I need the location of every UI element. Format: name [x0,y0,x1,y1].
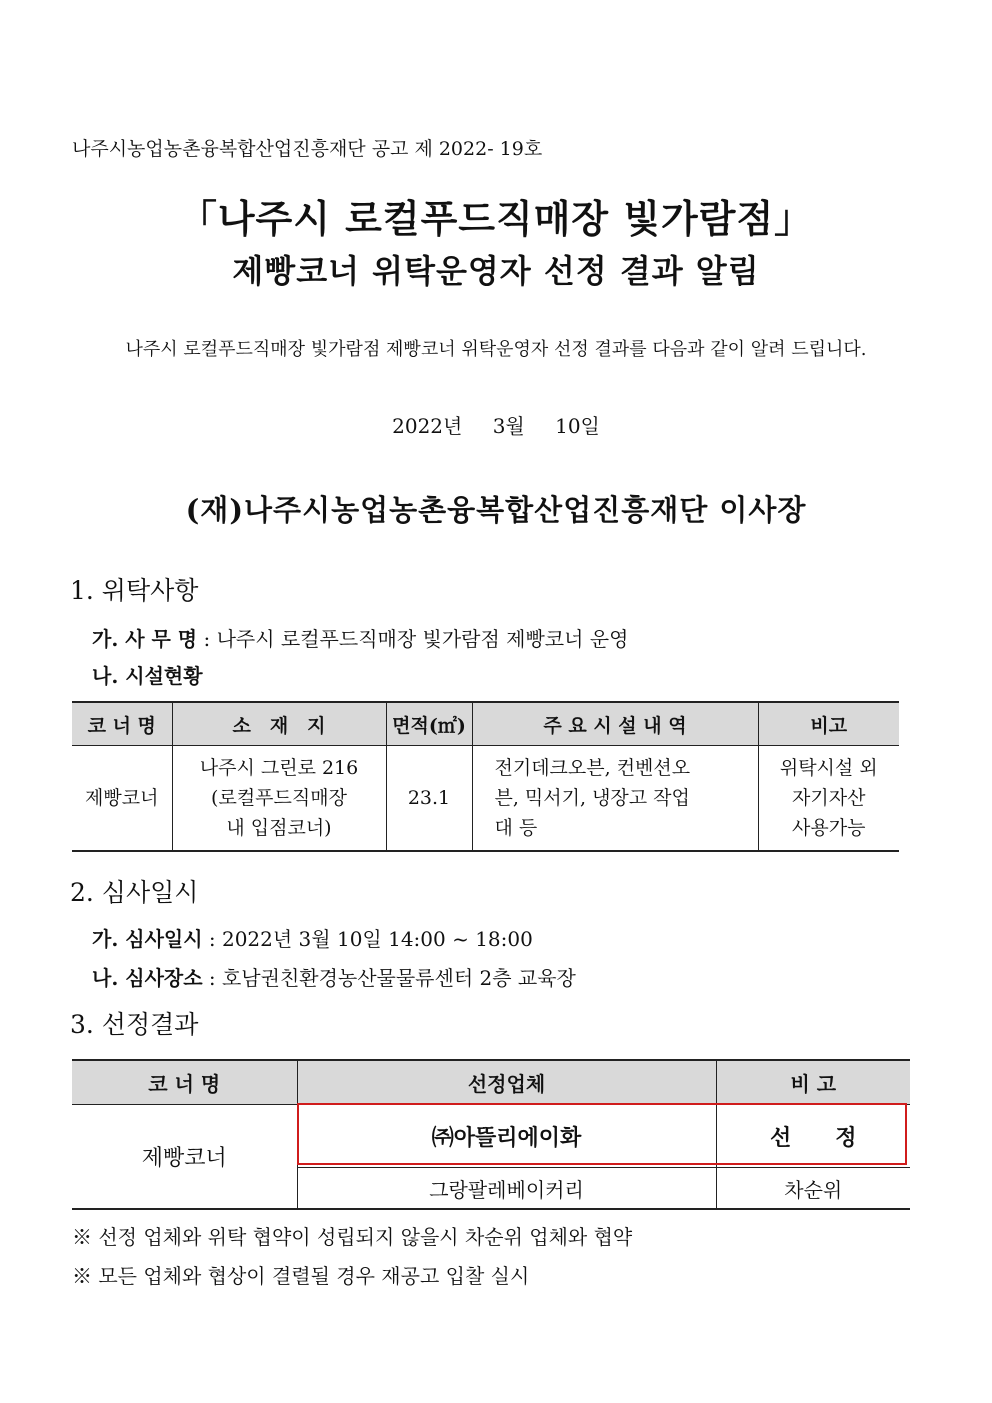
location-line: 내 입점코너) [226,817,332,839]
location-line: 나주시 그린로 216 [199,757,359,779]
organization-signature: (재)나주시농업농촌융복합산업진흥재단 이사장 [185,493,807,527]
section2-item-b [92,962,576,991]
cell-runnerup-remark: 차순위 [716,1168,910,1210]
section2-item-a [92,923,533,952]
facilities-line: 븐, 믹서기, 냉장고 작업 [494,787,690,809]
item-label: 가. 사 무 명 [92,627,198,651]
notice-number: 나주시농업농촌융복합산업진흥재단 공고 제 2022- 19호 [72,138,543,160]
item-label: 나. 시설현황 [92,664,203,688]
header-corner: 코 너 명 [72,702,172,746]
facility-table [72,701,899,852]
item-value: : 2022년 3월 10일 14:00 ~ 18:00 [208,927,533,951]
page-title: 「나주시 로컬푸드직매장 빛가람점」 [178,197,814,241]
remark-line: 사용가능 [792,817,866,839]
cell-corner: 제빵코너 [72,1105,297,1210]
item-label: 나. 심사장소 [92,966,203,990]
cell-facilities [472,746,758,852]
cell-runnerup-company: 그랑팔레베이커리 [297,1168,716,1210]
section-heading-1: 1. 위탁사항 [70,576,199,605]
note-line: ※ 모든 업체와 협상이 결렬될 경우 재공고 입찰 실시 [72,1264,530,1288]
header-facilities: 주 요 시 설 내 역 [472,702,758,746]
section-heading-3: 3. 선정결과 [70,1010,199,1039]
remark-line: 위탁시설 외 [779,757,878,779]
header-company: 선정업체 [297,1060,716,1105]
header-corner: 코 너 명 [72,1060,297,1105]
cell-location [172,746,386,852]
page-subtitle: 제빵코너 위탁운영자 선정 결과 알림 [232,252,760,290]
table-row [72,1105,910,1168]
cell-remark [758,746,899,852]
header-remark: 비 고 [716,1060,910,1105]
cell-corner: 제빵코너 [72,746,172,852]
note-line: ※ 선정 업체와 위탁 협약이 성립되지 않을시 차순위 업체와 협약 [72,1225,633,1249]
location-line: (로컬푸드직매장 [211,787,347,809]
header-remark: 비고 [758,702,899,746]
item-value: : 호남권친환경농산물물류센터 2층 교육장 [208,966,576,990]
section1-item-a [92,623,628,652]
facilities-line: 대 등 [494,817,538,839]
intro-text: 나주시 로컬푸드직매장 빛가람점 제빵코너 위탁운영자 선정 결과를 다음과 같이 알려 드립니다. [125,339,867,360]
header-area: 면적(㎡) [386,702,472,746]
section-heading-2: 2. 심사일시 [70,878,199,907]
table-header-row [72,1060,910,1105]
cell-area: 23.1 [386,746,472,852]
remark-line: 자기자산 [792,787,866,809]
table-row [72,746,899,852]
section1-item-b [92,660,203,689]
item-value: : 나주시 로컬푸드직매장 빛가람점 제빵코너 운영 [203,627,629,651]
header-location: 소 재 지 [172,702,386,746]
notice-date: 2022년 3월 10일 [392,414,600,438]
cell-selected-remark: 선 정 [716,1105,910,1168]
item-label: 가. 심사일시 [92,927,203,951]
facilities-line: 전기데크오븐, 컨벤션오 [494,757,691,779]
table-header-row [72,702,899,746]
cell-selected-company: ㈜아뜰리에이화 [297,1105,716,1168]
selection-result-table [72,1059,910,1210]
